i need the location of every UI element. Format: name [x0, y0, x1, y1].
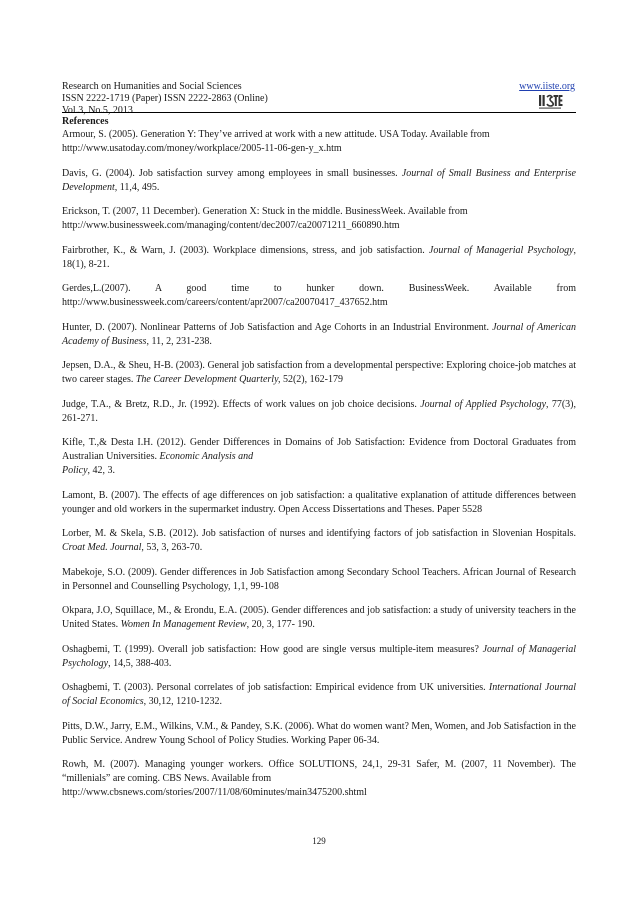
reference-text: Oshagbemi, T. (2003). Personal correlates of job satisfaction: Empirical evidence from UK universities. — [62, 682, 489, 693]
reference-journal: Journal of Small Business and Enterprise Development, — [62, 167, 576, 193]
reference-list — [62, 128, 576, 811]
reference-journal: Journal of Applied Psychology — [420, 398, 547, 410]
reference-text: Rowh, M. (2007). Managing younger workers. Office SOLUTIONS, 24,1, 29-31 Safer, M. (2007, 11 November). The “millenials” are coming. CBS News. Available from — [62, 759, 576, 784]
reference-text: Fairbrother, K., & Warn, J. (2003). Workplace dimensions, stress, and job satisfaction. — [62, 244, 429, 256]
reference-journal: Women In Management Review — [120, 619, 247, 630]
reference-text: Mabekoje, S.O. (2009). Gender differences in Job Satisfaction among Secondary School Teachers. African Journal of Research in Personnel and Counselling Psychology, 1,1, 99-108 — [62, 566, 576, 592]
reference-text: 52(2), 162-179 — [280, 374, 343, 385]
reference-text: Judge, T.A., & Bretz, R.D., Jr. (1992). Effects of work values on job choice decisions. — [62, 398, 421, 410]
reference-text: Kifle, T.,& Desta I.H. (2012). Gender Differences in Domains of Job Satisfaction: Evidence from Doctoral Graduates from Australian Universities. — [62, 437, 576, 462]
reference-entry — [62, 398, 576, 426]
reference-text: Armour, S. (2005). Generation Y: They’ve arrived at work with a new attitude. USA Today. Available from — [62, 129, 490, 140]
reference-url-link[interactable]: http://www.usatoday.com/money/workplace/2005-11-06-gen-y_x.htm — [62, 143, 342, 154]
reference-text: , 20, 3, 177- 190. — [246, 619, 315, 630]
reference-entry — [62, 643, 576, 671]
reference-text: , 14,5, 388-403. — [108, 657, 172, 669]
reference-journal: Journal of Managerial Psychology — [428, 244, 574, 256]
reference-entry — [62, 720, 576, 748]
reference-entry — [62, 205, 576, 233]
reference-text: , 11, 2, 231-238. — [146, 335, 212, 347]
reference-entry — [62, 282, 576, 310]
reference-entry — [62, 321, 576, 349]
reference-journal: Journal of Managerial Psychology — [62, 643, 576, 669]
reference-text: Pitts, D.W., Jarry, E.M., Wilkins, V.M., & Pandey, S.K. (2006). What do women want? Men, Women, and Job Satisfaction in the Public Service. Andrew Young School of Policy Studies. Working Paper 06-34. — [62, 720, 576, 746]
reference-entry — [62, 681, 576, 709]
reference-url-link[interactable]: http://www.cbsnews.com/stories/2007/11/08/60minutes/main3475200.shtml — [62, 787, 367, 798]
reference-text: Gerdes,L.(2007). A good time to hunker down. BusinessWeek. Available from — [62, 283, 576, 294]
reference-url-link[interactable]: http://www.businessweek.com/managing/content/dec2007/ca20071211_660890.htm — [62, 220, 400, 231]
reference-journal: International Journal of Social Economics — [62, 682, 576, 707]
reference-text: , 77(3), 261-271. — [62, 398, 577, 424]
reference-entry — [62, 758, 576, 800]
reference-entry — [62, 527, 576, 555]
issn-line: ISSN 2222-1719 (Paper) ISSN 2222-2863 (Online) — [62, 93, 268, 104]
reference-text: Davis, G. (2004). Job satisfaction survey among employees in small businesses. — [62, 167, 402, 179]
reference-text: , 53, 3, 263-70. — [141, 542, 203, 553]
reference-entry — [62, 167, 576, 195]
reference-entry — [62, 359, 576, 387]
journal-url-link[interactable]: www.iiste.org — [519, 81, 575, 92]
reference-entry — [62, 128, 576, 156]
reference-journal: Journal of American Academy of Business — [62, 321, 576, 347]
reference-url-link[interactable]: http://www.businessweek.com/careers/content/apr2007/ca20070417_437652.htm — [62, 297, 388, 308]
reference-text: Lorber, M. & Skela, S.B. (2012). Job satisfaction of nurses and identifying factors of job satisfaction in Slovenian Hospitals. — [62, 528, 576, 539]
header-rule — [62, 112, 576, 113]
reference-text: Hunter, D. (2007). Nonlinear Patterns of Job Satisfaction and Age Cohorts in an Industrial Environment. — [62, 321, 493, 333]
reference-entry — [62, 489, 576, 517]
reference-text: , 18(1), 8-21. — [62, 244, 577, 270]
journal-title: Research on Humanities and Social Sciences — [62, 81, 242, 92]
reference-entry — [62, 244, 576, 272]
reference-journal: The Career Development Quarterly, — [135, 374, 281, 385]
reference-text: Lamont, B. (2007). The effects of age differences on job satisfaction: a qualitative explanation of attitude differences between younger and old workers in the supermarket industry. Open Access Dissertations and Theses. Paper 5528 — [62, 489, 576, 515]
section-title: References — [62, 116, 109, 127]
reference-journal: Economic Analysis and — [159, 451, 254, 462]
reference-text: Oshagbemi, T. (1999). Overall job satisfaction: How good are single versus multiple-item measures? — [62, 643, 483, 655]
reference-journal: Croat Med. Journal — [62, 542, 142, 553]
reference-text: Okpara, J.O, Squillace, M., & Erondu, E.A. (2005). Gender differences and job satisfaction: a study of university teachers in the United States. — [62, 605, 576, 630]
page-number: 129 — [312, 836, 326, 846]
reference-journal: Policy — [62, 465, 88, 476]
reference-text: Jepsen, D.A., & Sheu, H-B. (2003). General job satisfaction from a developmental perspective: Exploring choice-job matches at two career stages. — [62, 360, 576, 385]
reference-text: , 30,12, 1210-1232. — [143, 696, 222, 707]
reference-entry — [62, 604, 576, 632]
reference-entry — [62, 566, 576, 594]
reference-text: Erickson, T. (2007, 11 December). Generation X: Stuck in the middle. BusinessWeek. Available from — [62, 206, 468, 217]
volume-line: Vol.3, No.5, 2013 — [62, 105, 133, 116]
iiste-logo — [537, 93, 563, 111]
reference-text: , 42, 3. — [87, 465, 116, 476]
reference-entry — [62, 436, 576, 478]
reference-text: 11,4, 495. — [117, 181, 160, 193]
